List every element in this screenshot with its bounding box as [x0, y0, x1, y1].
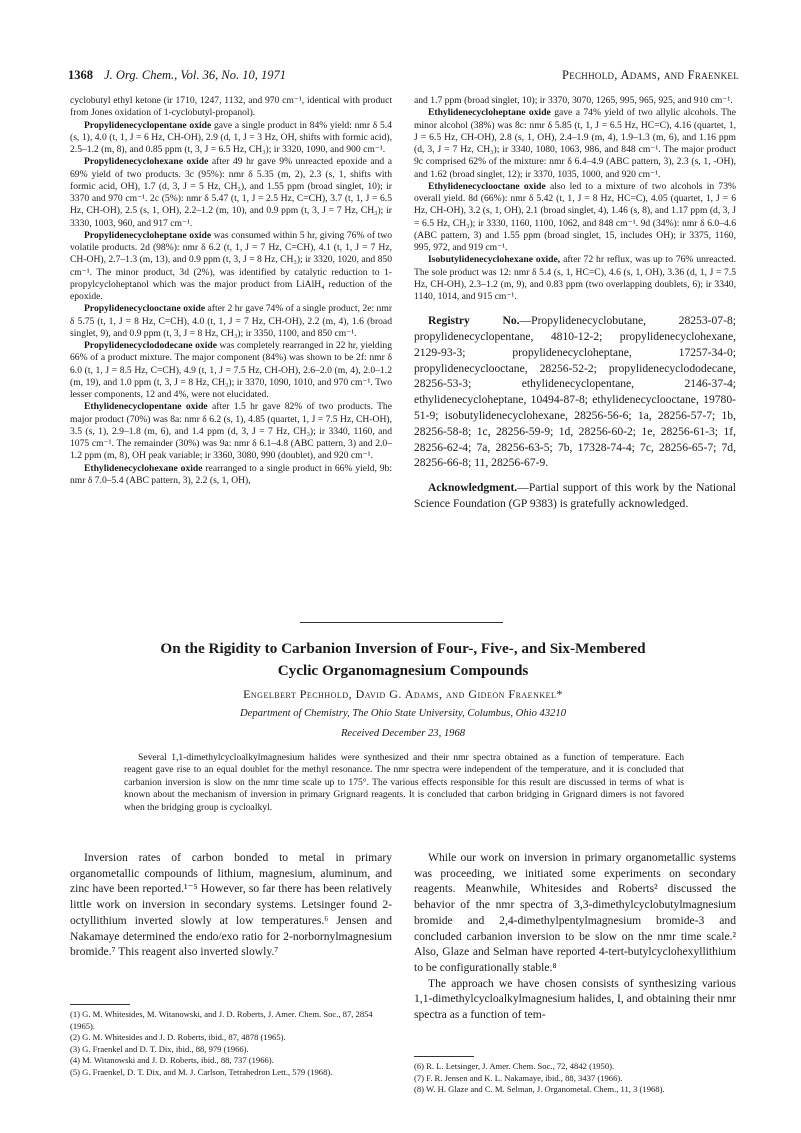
experimental-left-column — [70, 95, 392, 487]
compound-heading: Propylidenecyclohexane oxide — [84, 156, 209, 168]
paragraph-text: was consumed within 5 hr, giving 76% of two volatile products. 2d (98%): nmr δ 6.2 (t, 1, J = 7 Hz, C=CH), 4.1 (t, 1, J = 7 Hz, CH-OH), 2.7–1.3 (m, 13), and 0.9 ppm (t, 3, J = 8 Hz, CH₃); ir 3320, 1020, and 850 cm⁻¹. The minor product, 3d (2%), was identified by catalytic reduction to 1-propylcycloheptanol which was the major product from LiAlH₄ reduction of the epoxide. — [70, 229, 392, 302]
article-affiliation: Department of Chemistry, The Ohio State University, Columbus, Ohio 43210 — [239, 708, 567, 719]
paragraph — [70, 230, 392, 304]
footnotes-right — [414, 1056, 736, 1096]
title-line: Cyclic Organomagnesium Compounds — [277, 662, 529, 679]
page-number: 1368 — [68, 68, 93, 82]
article-title — [70, 638, 736, 682]
paragraph: While our work on inversion in primary organometallic systems was proceeding, we initiated some experiments on secondary reagents. Meanwhile, Whitesides and Roberts² discussed the behavior of the nmr spectra of 3,3-dimethylcyclobutylmagnesium bromide and 2,4-dimethylpentylmagnesium bromide-3 and concluded carbanion inversion to be slow on the nmr time scale.² Also, Glaze and Selman have reported 4-tert-butylcyclohexyllithium to be configurationally stable.⁸ — [414, 851, 736, 974]
footnote: (5) G. Fraenkel, D. T. Dix, and M. J. Carlson, Tetrahedron Lett., 579 (1968). — [70, 1066, 333, 1077]
paragraph-text: rearranged to a single product in 66% yield, 9b: nmr δ 7.0–5.4 (ABC pattern, 3), 2.2 (s, 1, OH), — [70, 462, 392, 486]
body-left-column — [70, 850, 392, 960]
paragraph — [70, 401, 392, 462]
paragraph-text: gave a 74% yield of two allylic alcohols. The minor alcohol (38%) was 8c: nmr δ 5.85 (t, 1, J = 6.5 Hz, HC=C), 4.16 (quartet, 1, J = 6.5 Hz, CH-OH), 2.8 (s, 1, OH), 2.4–1.9 (m, 4), 1.9–1.3 (m, 6), and 1.16 ppm (d, 3, J = 7 Hz, CH₃); ir 3340, 1080, 1063, 986, and 848 cm⁻¹. The major product 9c comprised 62% of the mixture: nmr δ 6.4–4.9 (ABC pattern, 3), 2.3 (s, 1, -OH), and 1.62 (broad singlet, 12); ir 3370, 1035, 1000, and 920 cm⁻¹. — [414, 107, 736, 180]
acknowledgment-heading: Acknowledgment. — [428, 481, 518, 495]
running-head-authors: Pechhold, Adams, and Fraenkel — [561, 68, 739, 82]
article-divider — [300, 622, 503, 623]
footnote: (4) M. Witanowski and J. D. Roberts, ibid., 88, 737 (1966). — [70, 1055, 274, 1066]
experimental-right-column — [414, 95, 736, 512]
footnote: (3) G. Fraenkel and D. T. Dix, ibid., 88, 979 (1966). — [70, 1043, 249, 1054]
paragraph — [70, 463, 392, 488]
paragraph: and 1.7 ppm (broad singlet, 10); ir 3370, 3070, 1265, 995, 965, 925, and 910 cm⁻¹. — [414, 95, 733, 106]
registry-text: —Propylidenecyclobutane, 28253-07-8; propylidenecyclopentane, 4810-12-2; propylidenecyclohexane, 2129-93-3; propylidenecycloheptane, 17257-34-0; propylidenecyclooctane, 28256-52-2; propylidenecyclododecane, 28256-53-3; ethylidenecyclopentane, 2146-37-4; ethylidenecycloheptane, 10494-87-8; ethylidenecyclooctane, 19780-51-9; isobutylidenecyclohexane, 28256-56-6; 1a, 28256-57-7; 1b, 28256-58-8; 1c, 28256-59-9; 1d, 28256-60-2; 1e, 28256-61-3; 1f, 28256-62-4; 7a, 28256-63-5; 7b, 17328-74-4; 7c, 28256-65-7; 7d, 28256-66-8; 11, 28256-67-9. — [414, 314, 736, 470]
compound-heading: Propylidenecyclopentane oxide — [84, 119, 212, 131]
footnote: (8) W. H. Glaze and C. M. Selman, J. Organometal. Chem., 11, 3 (1968). — [414, 1084, 665, 1095]
acknowledgment — [414, 480, 736, 512]
footnote: (2) G. M. Whitesides and J. D. Roberts, ibid., 87, 4878 (1965). — [70, 1032, 286, 1043]
article-authors: Engelbert Pechhold, David G. Adams, and Gideon Fraenkel* — [243, 687, 563, 701]
compound-heading: Propylidenecyclooctane oxide — [84, 303, 206, 315]
abstract: Several 1,1-dimethylcycloalkylmagnesium halides were synthesized and their nmr spectra obtained as a function of temperature. Each reagent gave rise to an equal doublet for the methyl resonance. The nmr spectra were independent of the temperature, and it is concluded that carbanion inversion is slow on the nmr time scale up to 175°. The various effects responsible for this result are discussed in terms of what is known about the mechanism of inversion in primary Grignard reagents. It is concluded that carbon bridging in Grignard dimers is not favored when the bridging group is cycloalkyl. — [124, 752, 684, 813]
compound-heading: Propylidenecyclododecane oxide — [84, 340, 217, 351]
running-head — [68, 68, 739, 88]
title-line: On the Rigidity to Carbanion Inversion of Four-, Five-, and Six-Membered — [160, 640, 646, 657]
paragraph-text: after 2 hr gave 74% of a single product, 2e: nmr δ 5.75 (t, 1, J = 8 Hz, C=CH), 4.0 (t, 1, J = 7 Hz, CH-OH), 2.2 (m, 4), 1.6 (broad singlet, 9), and 0.9 ppm (t, 3, J = 8 Hz, CH₃); ir 3350, 1100, and 850 cm⁻¹. — [70, 303, 393, 339]
compound-heading: Ethylidenecyclohexane oxide — [84, 462, 203, 474]
body-right-column — [414, 850, 736, 1023]
received-date: Received December 23, 1968 — [340, 728, 466, 739]
footnote-rule — [70, 1004, 130, 1005]
paragraph-text: after 72 hr reflux, was up to 76% unreacted. The sole product was 12: nmr δ 5.4 (s, 1, HC=C), 4.6 (s, 1, OH), 3.36 (d, 1, J = 7.5 Hz, CH-OH), 2.3–1.2 (m, 9), and 0.83 ppm (two overlapping doublets, 6); ir 3340, 1140, 1014, and 915 cm⁻¹. — [414, 254, 737, 302]
journal-citation: J. Org. Chem., Vol. 36, No. 10, 1971 — [104, 68, 286, 82]
paragraph — [414, 181, 736, 255]
acknowledgment-text: —Partial support of this work by the National Science Foundation (GP 9383) is gratefully acknowledged. — [414, 481, 736, 511]
paragraph — [70, 120, 392, 157]
footnote: (7) F. R. Jensen and K. L. Nakamaye, ibid., 88, 3437 (1966). — [414, 1072, 623, 1083]
paragraph: Inversion rates of carbon bonded to metal in primary organometallic compounds of lithium, magnesium, aluminum, and zinc have been reported.¹⁻⁵ However, so far there has been relatively little work on inversion in secondary systems. Letsinger found 2-octyllithium inverted slowly at low temperatures.⁶ Jensen and Nakamaye determined the endo/exo ratio for 2-norbornylmagnesium bromide.⁷ This reagent also inverted slowly.⁷ — [70, 851, 392, 959]
paragraph — [414, 254, 736, 303]
footnote-rule — [414, 1056, 474, 1057]
footnote: (6) R. L. Letsinger, J. Amer. Chem. Soc., 72, 4842 (1950). — [414, 1061, 615, 1071]
compound-heading: Isobutylidenecyclohexane oxide, — [428, 254, 561, 266]
registry-heading: Registry No. — [428, 314, 520, 328]
registry-numbers — [414, 313, 736, 471]
paragraph-text: also led to a mixture of two alcohols in 73% overall yield. 8d (66%): nmr δ 5.42 (t, 1, J = 8 Hz, HC=C), 4.05 (quartet, 1, J = 6 Hz, CH-OH), 3.2 (s, 1, OH), 2.1 (broad singlet, 4), 1.46 (s, 8), and 1.17 ppm (d, 3, J = 6.5 Hz, CH₃); ir 3330, 1160, 1100, 1062, and 848 cm⁻¹. 9d (34%): nmr δ 6.0–4.6 (ABC pattern, 3) and 1.55 ppm (broad singlet, 15, includes OH); ir 3375, 1160, 995, 972, and 919 cm⁻¹. — [414, 180, 736, 253]
paragraph-text: after 1.5 hr gave 82% of two products. The major product (70%) was 8a: nmr δ 6.2 (s, 1), 4.85 (quartet, 1, J = 7.5 Hz, CH-OH), 3.5 (s, 1), 2.9–1.8 (m, 6), and 1.4 ppm (d, 3, J = 7 Hz, CH₃); ir 3340, 1160, and 1075 cm⁻¹. The remainder (30%) was 9a: nmr δ 6.1–4.8 (ABC pattern, 3) and 2.0–1.2 ppm (m, 8), OH peak variable; ir 3360, 3080, 990 (doublet), and 920 cm⁻¹. — [70, 401, 392, 462]
compound-heading: Ethylidenecycloheptane oxide — [428, 107, 551, 119]
paragraph — [414, 107, 736, 181]
compound-heading: Propylidenecycloheptane oxide — [84, 229, 212, 241]
paragraph — [70, 303, 392, 340]
paragraph: cyclobutyl ethyl ketone (ir 1710, 1247, 1132, and 970 cm⁻¹, identical with product from Jones oxidation of 1-cyclobutyl-propanol). — [70, 95, 392, 119]
paragraph-text: gave a single product in 84% yield: nmr δ 5.4 (s, 1), 4.0 (t, 1, J = 6 Hz, CH-OH), 2.9 (d, 1, J = 3 Hz, OH, shifts with formic acid), 2.5–1.2 (m, 8), and 0.85 ppm (t, 3, J = 6.5 Hz, CH₃); ir 3320, 1090, and 900 cm⁻¹. — [70, 119, 392, 155]
footnote: (1) G. M. Whitesides, M. Witanowski, and J. D. Roberts, J. Amer. Chem. Soc., 87, 2854 (1965). — [70, 1009, 373, 1031]
footnotes-left — [70, 1004, 392, 1079]
paragraph — [70, 340, 392, 401]
paragraph-text: after 49 hr gave 9% unreacted epoxide and a 69% yield of two products. 3c (95%): nmr δ 5.35 (m, 2), 2.3 (s, 1, shifts with formic acid, OH), 1.7 (d, 3, J = 5 Hz, CH₃), and 1.55 ppm (broad singlet, 10); ir 3370 and 970 cm⁻¹. 2c (5%): nmr δ 5.47 (t, 1, J = 2.5 Hz, C=CH), 3.7 (t, 1, J = 6.5 Hz, CH-OH), 2.5 (s, 1, OH), 2.2–1.2 (m, 10), and 0.9 ppm (t, 3, J = 7 Hz, CH₃); ir 3330, 1003, 960, and 917 cm⁻¹. — [70, 156, 392, 229]
compound-heading: Ethylidenecyclopentane oxide — [84, 401, 208, 413]
paragraph — [70, 156, 392, 230]
compound-heading: Ethylidenecyclooctane oxide — [428, 180, 546, 192]
paragraph: The approach we have chosen consists of synthesizing various 1,1-dimethylcycloalkylmagnesium halides, I, and obtaining their nmr spectra as a function of tem- — [414, 976, 736, 1022]
paragraph-text: was completely rearranged in 22 hr, yielding 66% of a product mixture. The major component (84%) was shown to be 2f: nmr δ 6.0 (t, 1, J = 8.5 Hz, C=CH), 4.9 (t, 1, J = 7.5 Hz, CH-OH), 2.6–2.0 (m, 4), 2.0–1.2 (m, 19), and 1.0 ppm (t, 3, J = 8 Hz, CH₃); ir 3370, 1090, 1010, and 970 cm⁻¹. Two lesser components, 12 and 4%, were not elucidated. — [70, 340, 392, 400]
